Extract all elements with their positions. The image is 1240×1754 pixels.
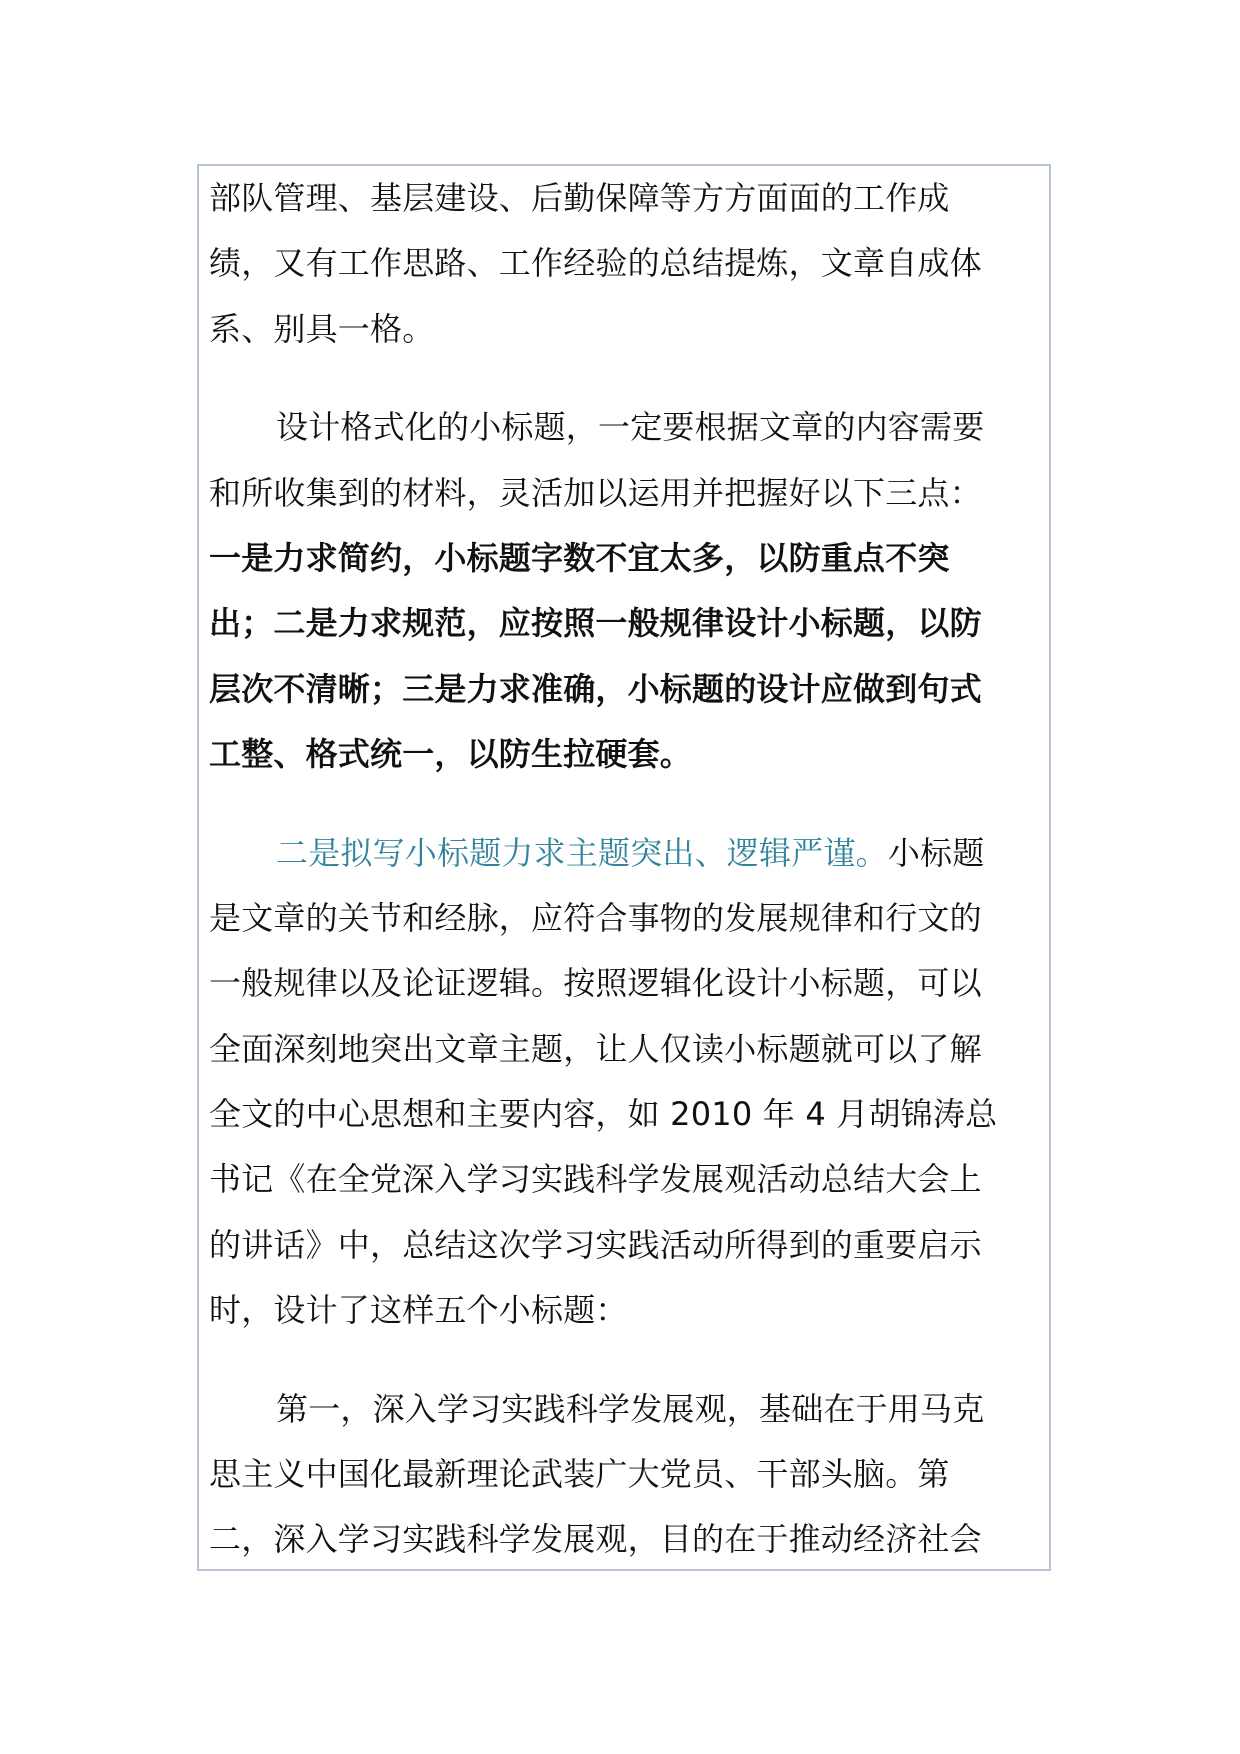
text-line: 的讲话》中，总结这次学习实践活动所得到的重要启示 <box>209 1225 982 1264</box>
text-line: 部队管理、基层建设、后勤保障等方方面面的工作成 <box>209 179 950 217</box>
bold-text-line: 出；二是力求规范，应按照一般规律设计小标题，以防 <box>209 604 982 643</box>
bold-text-line: 一是力求简约，小标题字数不宜太多，以防重点不突 <box>209 538 950 577</box>
text-line: 全面深刻地突出文章主题，让人仅读小标题就可以了解 <box>209 1029 982 1068</box>
text-line: 一般规律以及论证逻辑。按照逻辑化设计小标题，可以 <box>209 964 982 1003</box>
subheading-highlight: 二是拟写小标题力求主题突出、逻辑严谨。 <box>276 833 888 872</box>
text-line: 第一，深入学习实践科学发展观，基础在于用马克 <box>276 1389 985 1428</box>
text-line <box>209 821 1039 886</box>
bold-text-line: 工整、格式统一，以防生拉硬套。 <box>209 735 693 774</box>
text-line: 系、别具一格。 <box>209 309 435 348</box>
text-line: 设计格式化的小标题，一定要根据文章的内容需要 <box>276 408 985 447</box>
text-line: 全文的中心思想和主要内容，如 2010 年 4 月胡锦涛总 <box>209 1095 998 1134</box>
text-segment: 小标题 <box>887 833 985 872</box>
document-page-frame <box>197 164 1051 1571</box>
text-line: 二，深入学习实践科学发展观，目的在于推动经济社会 <box>209 1520 982 1559</box>
paragraph-3 <box>209 821 1039 1344</box>
text-line: 书记《在全党深入学习实践科学发展观活动总结大会上 <box>209 1160 982 1199</box>
text-line: 绩，又有工作思路、工作经验的总结提炼，文章自成体 <box>209 244 982 283</box>
document-body <box>209 166 1039 1571</box>
bold-text-line: 层次不清晰；三是力求准确，小标题的设计应做到句式 <box>209 669 982 708</box>
text-line: 思主义中国化最新理论武装广大党员、干部头脑。第 <box>209 1455 950 1494</box>
text-line: 时，设计了这样五个小标题： <box>209 1291 628 1330</box>
paragraph-2 <box>209 395 1039 787</box>
text-line: 和所收集到的材料，灵活加以运用并把握好以下三点： <box>209 473 982 512</box>
paragraph-4 <box>209 1377 1039 1571</box>
paragraph-1 <box>209 166 1039 362</box>
text-line: 是文章的关节和经脉，应符合事物的发展规律和行文的 <box>209 898 982 937</box>
